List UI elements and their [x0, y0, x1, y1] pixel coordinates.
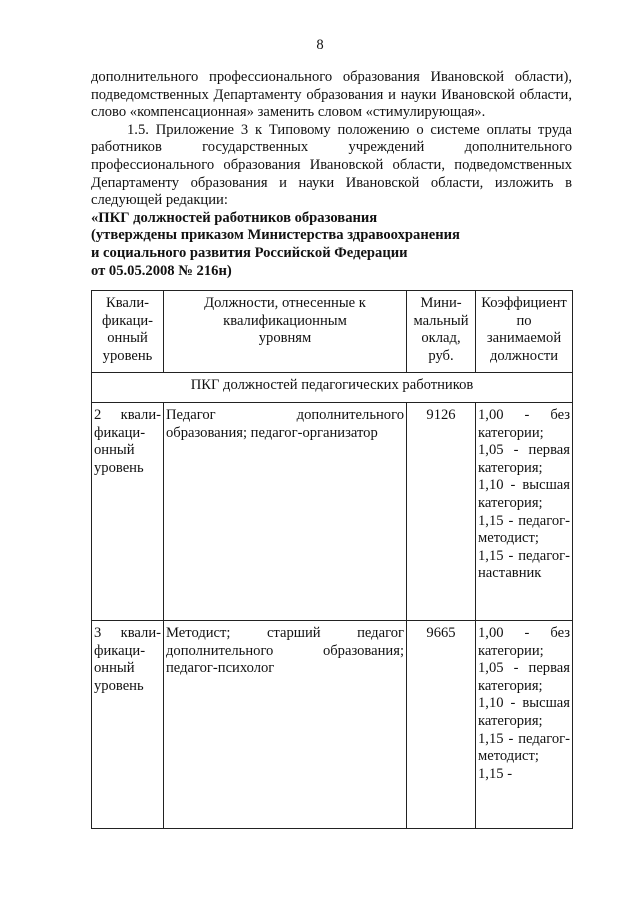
salary-cell: 9665 [407, 621, 476, 829]
table-row [92, 621, 573, 829]
title-line: от 05.05.2008 № 216н) [91, 262, 232, 279]
coefficient-item: 1,10 - высшая категория; [478, 477, 570, 511]
coefficient-item: 1,05 - первая категория; [478, 442, 570, 476]
header-positions: Должности, отнесенные к квалификационным уровням [164, 291, 407, 373]
section-title: ПКГ должностей педагогических работников [92, 373, 573, 403]
level-cell: 3 квали-фикаци-онный уровень [92, 621, 164, 829]
paragraph: дополнительного профессионального образования Ивановской области), подведомственных Департаменту образования и науки Ивановской области, слово «компенсационная» заменить словом «стимулирующая». [91, 69, 572, 121]
title-line: и социального развития Российской Федерации [91, 244, 408, 261]
positions-cell: Педагог дополнительного образования; педагог-организатор [164, 403, 407, 621]
title-line: «ПКГ должностей работников образования [91, 209, 378, 226]
table-header-row [92, 291, 573, 373]
coefficient-item: 1,00 - без категории; [478, 407, 570, 441]
section-row [92, 373, 573, 403]
coefficient-item: 1,15 - [478, 765, 513, 782]
title-line: (утверждены приказом Министерства здравоохранения [91, 227, 460, 244]
coefficient-cell [476, 621, 573, 829]
coefficient-item: 1,10 - высшая категория; [478, 695, 570, 729]
header-level: Квали-фикаци-онный уровень [92, 291, 164, 373]
table-row [92, 403, 573, 621]
header-salary: Мини-мальный оклад, руб. [407, 291, 476, 373]
coefficient-item: 1,05 - первая категория; [478, 660, 570, 694]
coefficient-item: 1,15 - педагог-наставник [478, 547, 570, 582]
paragraph: 1.5. Приложение 3 к Типовому положению о системе оплаты труда работников государственных учреждений дополнительного профессионального образования Ивановской области, подведомственных Департаменту образования и науки Ивановской области, изложить в следующей редакции: [91, 121, 572, 209]
coefficient-cell [476, 403, 573, 621]
header-coefficient: Коэффициент по занимаемой должности [476, 291, 573, 373]
coefficient-item: 1,15 - педагог-методист; [478, 512, 570, 547]
page-number: 8 [316, 37, 324, 53]
coefficient-item: 1,00 - без категории; [478, 625, 570, 659]
level-cell: 2 квали-фикаци-онный уровень [92, 403, 164, 621]
salary-cell: 9126 [407, 403, 476, 621]
document-body [91, 69, 572, 280]
positions-cell: Методист; старший педагог дополнительного образования; педагог-психолог [164, 621, 407, 829]
coefficient-item: 1,15 - педагог-методист; [478, 730, 570, 765]
salary-table [91, 290, 573, 829]
